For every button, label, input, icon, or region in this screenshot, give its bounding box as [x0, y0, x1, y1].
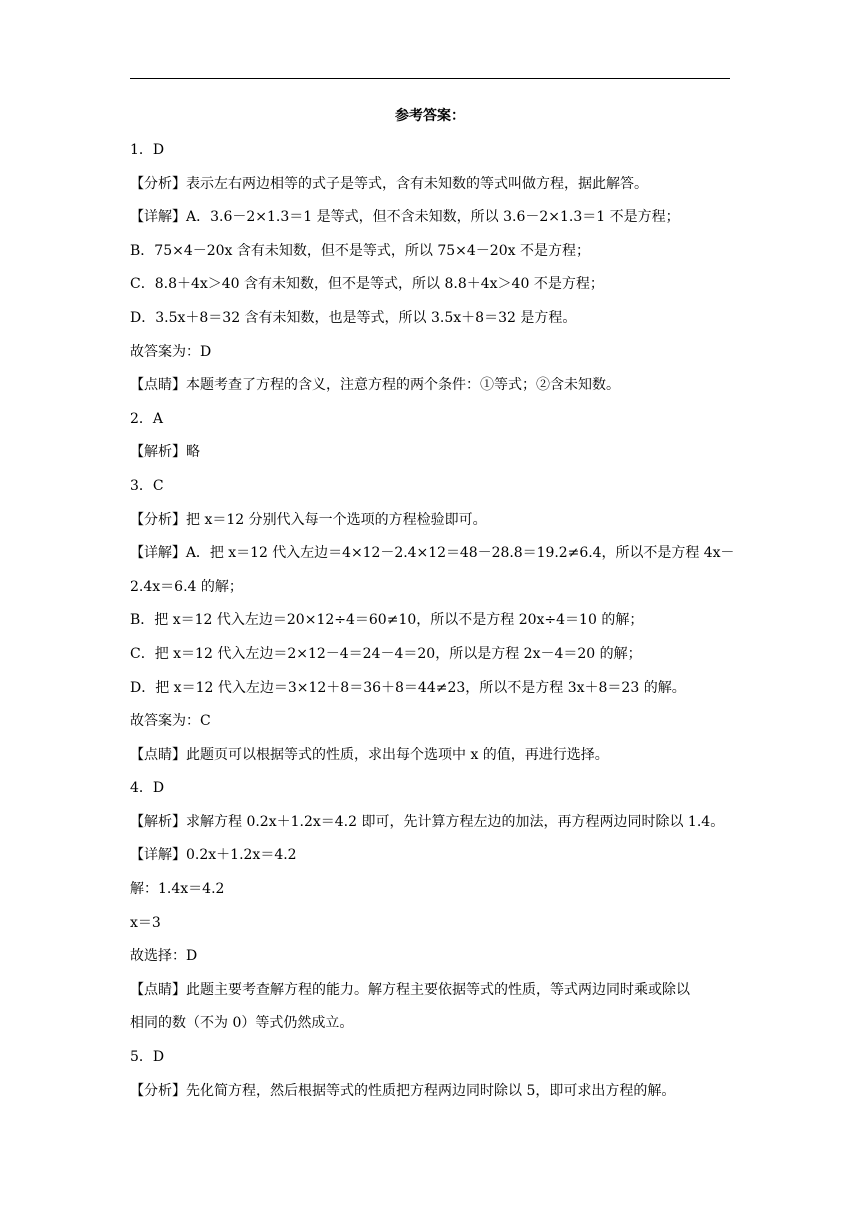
answer-line: 相同的数（不为 0）等式仍然成立。: [130, 1015, 354, 1032]
answer-line: D．把 x＝12 代入左边＝3×12＋8＝36＋8＝44≠23，所以不是方程 3x＋8＝23 的解。: [130, 679, 686, 696]
answer-line: 【详解】A．把 x＝12 代入左边＝4×12－2.4×12＝48－28.8＝19.2≠6.4，所以不是方程 4x－: [130, 545, 735, 562]
answer-line: 【解析】略: [130, 444, 200, 461]
answer-line: 【分析】把 x＝12 分别代入每一个选项的方程检验即可。: [130, 511, 487, 528]
answer-line: C．把 x＝12 代入左边＝2×12－4＝24－4＝20，所以是方程 2x－4＝20 的解；: [130, 645, 642, 662]
answer-line: 【分析】先化简方程，然后根据等式的性质把方程两边同时除以 5，即可求出方程的解。: [130, 1082, 676, 1099]
answer-line: 【点睛】此题主要考查解方程的能力。解方程主要依据等式的性质，等式两边同时乘或除以: [130, 981, 690, 998]
answer-line: 【分析】表示左右两边相等的式子是等式，含有未知数的等式叫做方程，据此解答。: [130, 175, 648, 192]
answer-line: 【点睛】本题考查了方程的含义，注意方程的两个条件：①等式；②含未知数。: [130, 377, 620, 394]
answer-line: B．75×4－20x 含有未知数，但不是等式，所以 75×4－20x 不是方程；: [130, 242, 590, 259]
answer-line: 5．D: [130, 1049, 165, 1066]
answer-line: 4．D: [130, 780, 165, 797]
answer-line: 【点睛】此题页可以根据等式的性质，求出每个选项中 x 的值，再进行选择。: [130, 746, 609, 763]
header-rule: [130, 78, 730, 79]
answer-line: 2.4x＝6.4 的解；: [130, 578, 243, 595]
answer-line: D．3.5x＋8＝32 含有未知数，也是等式，所以 3.5x＋8＝32 是方程。: [130, 309, 577, 326]
answer-line: B．把 x＝12 代入左边＝20×12÷4＝60≠10，所以不是方程 20x÷4＝10 的解；: [130, 612, 644, 629]
answer-line: C．8.8＋4x＞40 含有未知数，但不是等式，所以 8.8＋4x＞40 不是方程；: [130, 276, 604, 293]
answer-line: 【详解】A．3.6－2×1.3＝1 是等式，但不含未知数，所以 3.6－2×1.3＝1 不是方程；: [130, 209, 680, 226]
answer-content: [130, 134, 734, 1108]
answer-line: 【解析】求解方程 0.2x＋1.2x＝4.2 即可，先计算方程左边的加法，再方程两边同时除以 1.4。: [130, 813, 725, 830]
answer-line: 故选择：D: [130, 948, 198, 965]
page-title: 参考答案：: [395, 108, 465, 124]
answer-line: 2．A: [130, 410, 164, 427]
answer-line: 解：1.4x＝4.2: [130, 881, 225, 898]
answer-line: 1．D: [130, 142, 165, 158]
answer-line: 【详解】0.2x＋1.2x＝4.2: [130, 847, 297, 864]
answer-line: 故答案为：D: [130, 343, 212, 360]
answer-line: 3．C: [130, 477, 164, 494]
answer-line: x＝3: [130, 914, 161, 931]
answer-line: 故答案为：C: [130, 713, 211, 730]
